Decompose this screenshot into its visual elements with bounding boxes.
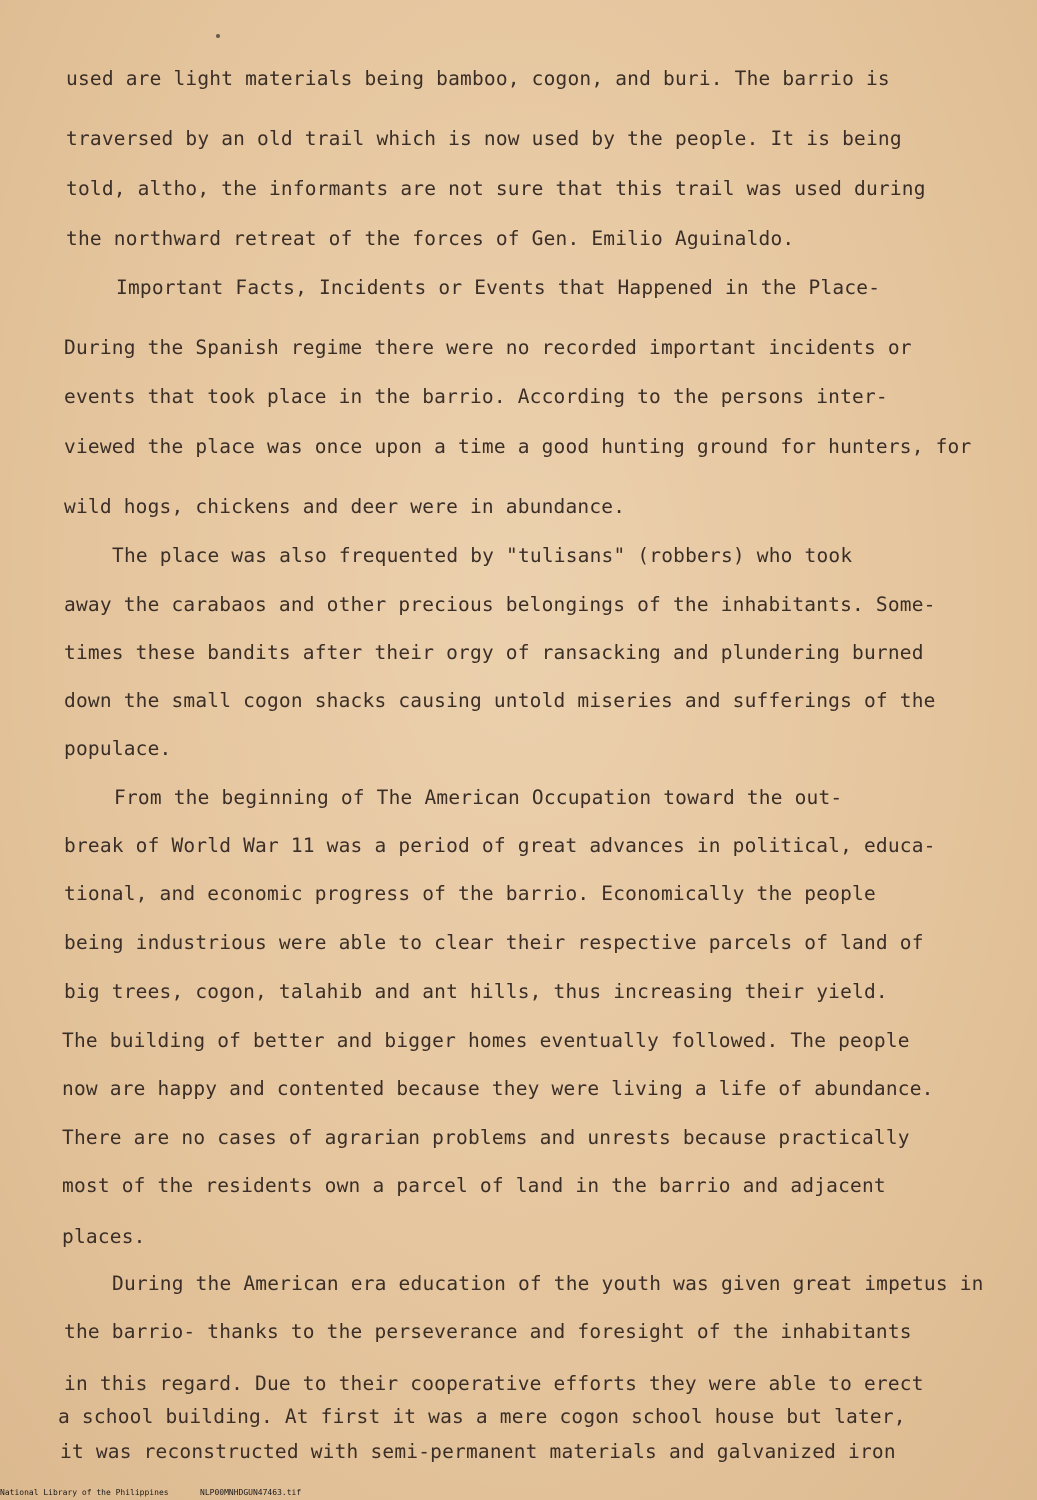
text-line: From the beginning of The American Occupation toward the out-: [114, 786, 843, 809]
text-line: a school building. At first it was a mere cogon school house but later,: [58, 1405, 906, 1428]
text-line: During the Spanish regime there were no recorded important incidents or: [64, 336, 912, 359]
text-line: tional, and economic progress of the barrio. Economically the people: [64, 882, 876, 905]
text-line: it was reconstructed with semi-permanent materials and galvanized iron: [60, 1440, 896, 1463]
text-line: the barrio- thanks to the perseverance and foresight of the inhabitants: [64, 1320, 912, 1343]
text-line: times these bandits after their orgy of ransacking and plundering burned: [64, 641, 924, 664]
section-heading: Important Facts, Incidents or Events that Happened in the Place-: [116, 276, 881, 299]
text-line: used are light materials being bamboo, cogon, and buri. The barrio is: [66, 67, 890, 90]
text-line: viewed the place was once upon a time a good hunting ground for hunters, for: [64, 435, 972, 458]
text-line: now are happy and contented because they were living a life of abundance.: [62, 1077, 934, 1100]
footer-source: National Library of the Philippines: [0, 1488, 169, 1497]
text-line: in this regard. Due to their cooperative efforts they were able to erect: [64, 1372, 924, 1395]
text-line: During the American era education of the youth was given great impetus in: [112, 1272, 984, 1295]
text-line: traversed by an old trail which is now used by the people. It is being: [66, 127, 902, 150]
footer-filename: NLP00MNHDGUN47463.tif: [200, 1488, 302, 1497]
text-line: The building of better and bigger homes eventually followed. The people: [62, 1029, 910, 1052]
text-line: being industrious were able to clear their respective parcels of land of: [64, 931, 924, 954]
text-line: break of World War 11 was a period of great advances in political, educa-: [64, 834, 936, 857]
text-line: told, altho, the informants are not sure that this trail was used during: [66, 177, 926, 200]
text-line: The place was also frequented by "tulisans" (robbers) who took: [112, 544, 853, 567]
text-line: places.: [62, 1225, 146, 1248]
text-line: wild hogs, chickens and deer were in abundance.: [64, 495, 626, 518]
text-line: populace.: [64, 737, 172, 760]
text-line: most of the residents own a parcel of land in the barrio and adjacent: [62, 1174, 886, 1197]
text-line: big trees, cogon, talahib and ant hills, thus increasing their yield.: [64, 980, 888, 1003]
text-line: There are no cases of agrarian problems and unrests because practically: [62, 1126, 910, 1149]
text-line: down the small cogon shacks causing untold miseries and sufferings of the: [64, 689, 936, 712]
text-line: away the carabaos and other precious belongings of the inhabitants. Some-: [64, 593, 936, 616]
ink-speck: [216, 34, 220, 38]
text-line: the northward retreat of the forces of Gen. Emilio Aguinaldo.: [66, 227, 795, 250]
text-line: events that took place in the barrio. According to the persons inter-: [64, 385, 888, 408]
